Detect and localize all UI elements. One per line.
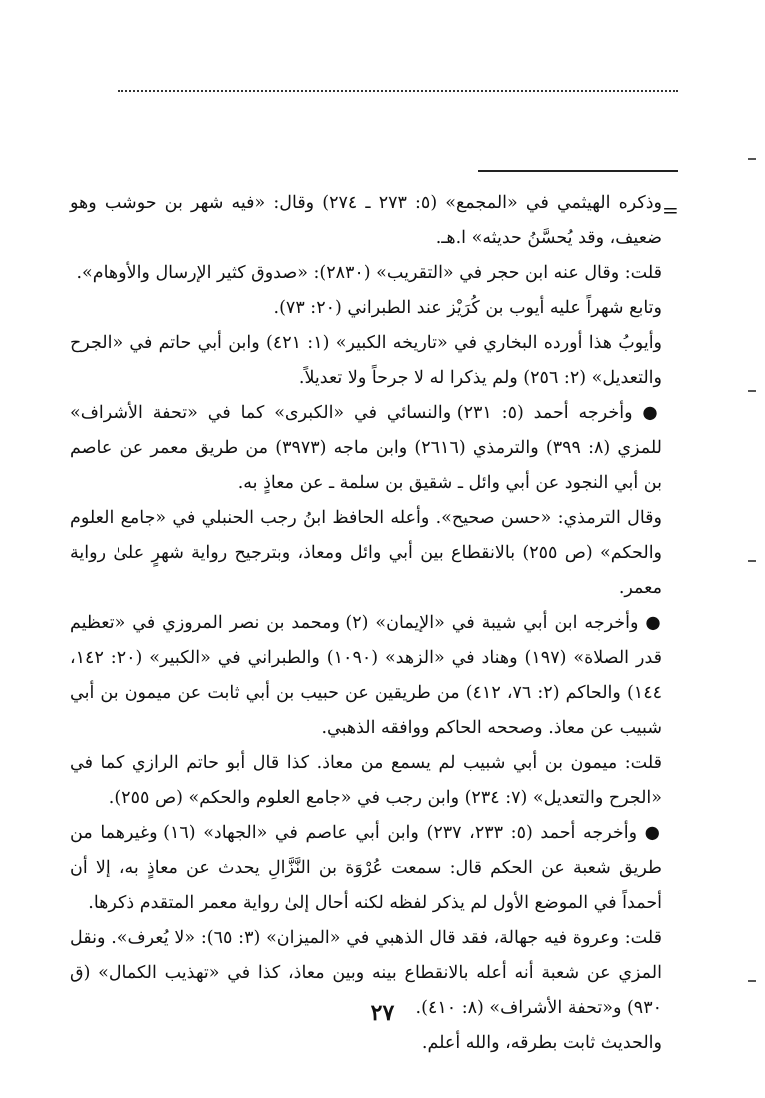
paragraph: وقال الترمذي: «حسن صحيح». وأعله الحافظ ابنُ رجب الحنبلي في «جامع العلوم والحكم» (ص ٢٥٥) بالانقطاع بين أبي وائل ومعاذ، وبترجيح رواية شهرٍ علىٰ رواية معمر. bbox=[70, 508, 663, 598]
margin-tick bbox=[748, 980, 756, 982]
paragraph: قلت: ميمون بن أبي شبيب لم يسمع من معاذ. كذا قال أبو حاتم الرازي كما في «الجرح والتعديل» (٧: ٢٣٤) وابن رجب في «جامع العلوم والحكم» (ص ٢٥٥). bbox=[70, 753, 662, 808]
margin-tick bbox=[748, 390, 756, 392]
page-number: ٢٧ bbox=[370, 1000, 395, 1026]
paragraph: والحديث ثابت بطرقه، والله أعلم. bbox=[421, 1033, 662, 1053]
paragraph: وتابع شهراً عليه أيوب بن كُرَيْز عند الطبراني (٢٠: ٧٣). bbox=[273, 298, 662, 318]
paragraph: قلت: وقال عنه ابن حجر في «التقريب» (٢٨٣٠): «صدوق كثير الإرسال والأوهام». bbox=[76, 263, 662, 283]
paragraph: ● وأخرجه أحمد (٥: ٢٣١) والنسائي في «الكبرى» كما في «تحفة الأشراف» للمزي (٨: ٣٩٩) والترمذي (٢٦١٦) وابن ماجه (٣٩٧٣) من طريق معمر عن عاصم بن أبي النجود عن أبي وائل ـ شقيق بن سلمة ـ عن معاذٍ به. bbox=[70, 403, 662, 493]
margin-tick bbox=[748, 560, 756, 562]
header-dotted-rule bbox=[118, 90, 678, 92]
paragraph: ● وأخرجه ابن أبي شيبة في «الإيمان» (٢) ومحمد بن نصر المروزي في «تعظيم قدر الصلاة» (١٩٧) وهناد في «الزهد» (١٠٩٠) والطبراني في «الكبير» (٢٠: ١٤٢، ١٤٤) والحاكم (٢: ٧٦، ٤١٢) من طريقين عن حبيب بن أبي ثابت عن ميمون بن أبي شبيب عن معاذ. وصححه الحاكم ووافقه الذهبي. bbox=[70, 613, 662, 738]
paragraph: وأيوبُ هذا أورده البخاري في «تاريخه الكبير» (١: ٤٢١) وابن أبي حاتم في «الجرح والتعديل» (٢: ٢٥٦) ولم يذكرا له لا جرحاً ولا تعديلاً. bbox=[70, 333, 663, 388]
paragraph: وذكره الهيثمي في «المجمع» (٥: ٢٧٣ ـ ٢٧٤) وقال: «فيه شهر بن حوشب وهو ضعيف، وقد يُحسَّنُ حديثه» ا.هـ. bbox=[70, 193, 662, 248]
paragraph: ● وأخرجه أحمد (٥: ٢٣٣، ٢٣٧) وابن أبي عاصم في «الجهاد» (١٦) وغيرهما من طريق شعبة عن الحكم قال: سمعت عُرْوَة بن النَّزَّالِ يحدث عن معاذٍ به، إلا أن أحمداً في الموضع الأول لم يذكر لفظه لكنه أحال إلىٰ رواية معمر المتقدم ذكرها. bbox=[70, 823, 662, 913]
paragraph: قلت: وعروة فيه جهالة، فقد قال الذهبي في «الميزان» (٣: ٦٥): «لا يُعرف». ونقل المزي عن شعبة أنه أعله بالانقطاع بينه وبين معاذ، كذا في «تهذيب الكمال» (ق ٩٣٠) و«تحفة الأشراف» (٨: ٤١٠). bbox=[70, 928, 662, 1018]
footnote-separator bbox=[478, 170, 678, 172]
footnote-body bbox=[70, 186, 662, 1061]
margin-tick bbox=[748, 158, 756, 160]
continuation-marker: = bbox=[662, 198, 679, 222]
